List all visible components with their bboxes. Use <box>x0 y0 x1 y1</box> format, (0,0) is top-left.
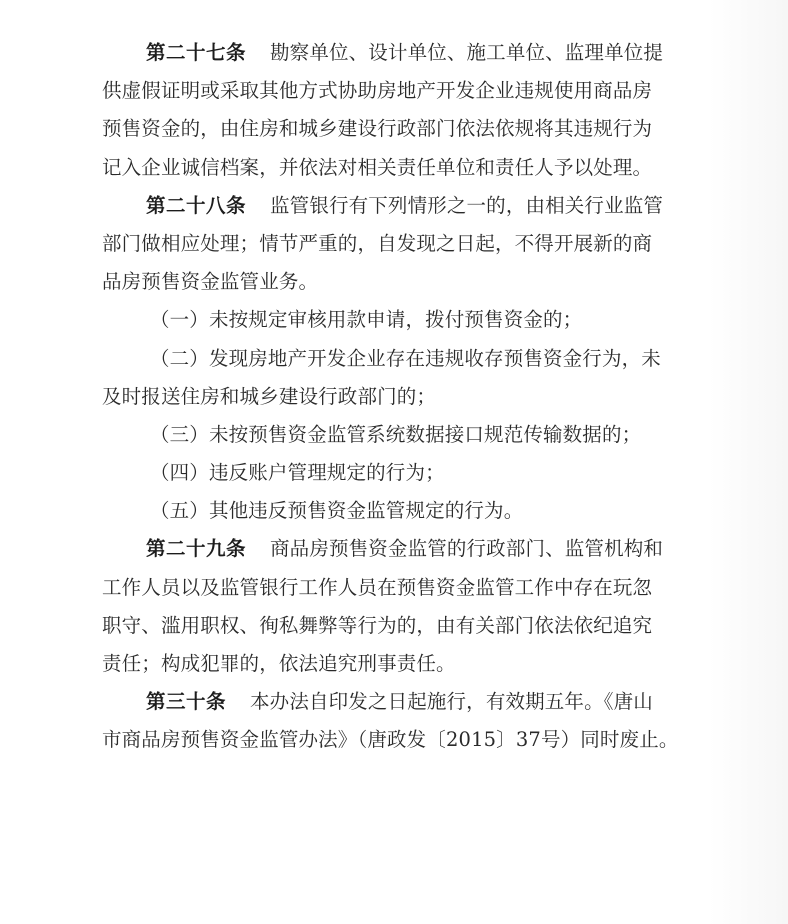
article-28-line-1 <box>102 187 702 225</box>
article-27-heading: 第二十七条 <box>146 41 247 64</box>
document-body <box>102 34 702 760</box>
article-28-item-2-cont: 及时报送住房和城乡建设行政部门的； <box>102 384 437 408</box>
article-28-item-5: （五）其他违反预售资金监管规定的行为。 <box>150 499 524 523</box>
article-27-line-3: 预售资金的，由住房和城乡建设行政部门依法依规将其违规行为 <box>102 117 653 141</box>
article-30-heading: 第三十条 <box>146 690 227 714</box>
article-30-line-1 <box>102 683 702 721</box>
article-30-text-1: 本办法自印发之日起施行，有效期五年。《唐山 <box>250 690 653 714</box>
article-28-item-3: （三）未按预售资金监管系统数据接口规范传输数据的； <box>150 422 642 446</box>
article-27-line-1 <box>102 34 702 72</box>
article-28-line-3: 品房预售资金监管业务。 <box>102 270 319 294</box>
article-28-item-1: （一）未按规定审核用款申请，拨付预售资金的； <box>150 308 583 332</box>
article-27-line-2: 供虚假证明或采取其他方式协助房地产开发企业违规使用商品房 <box>102 79 653 103</box>
article-30-line-2: 市商品房预售资金监管办法》（唐政发〔2015〕37号）同时废止。 <box>102 728 679 752</box>
article-28-heading: 第二十八条 <box>146 193 247 217</box>
article-28-item-2: （二）发现房地产开发企业存在违规收存预售资金行为，未 <box>150 346 661 370</box>
article-27-line-4: 记入企业诚信档案，并依法对相关责任单位和责任人予以处理。 <box>102 155 653 179</box>
article-29-line-3: 职守、滥用职权、徇私舞弊等行为的，由有关部门依法依纪追究 <box>102 613 653 637</box>
article-29-line-4: 责任；构成犯罪的，依法追究刑事责任。 <box>102 652 456 675</box>
article-28-item-4: （四）违反账户管理规定的行为； <box>150 461 445 485</box>
article-28-line-2: 部门做相应处理；情节严重的，自发现之日起，不得开展新的商 <box>102 231 653 255</box>
article-29-heading: 第二十九条 <box>146 537 247 561</box>
article-29-line-2: 工作人员以及监管银行工作人员在预售资金监管工作中存在玩忽 <box>102 575 653 599</box>
article-28-text-1: 监管银行有下列情形之一的，由相关行业监管 <box>270 193 664 217</box>
article-29-line-1 <box>102 530 702 568</box>
article-29-text-1: 商品房预售资金监管的行政部门、监管机构和 <box>270 537 664 561</box>
article-27-text-1: 勘察单位、设计单位、施工单位、监理单位提 <box>270 41 664 64</box>
